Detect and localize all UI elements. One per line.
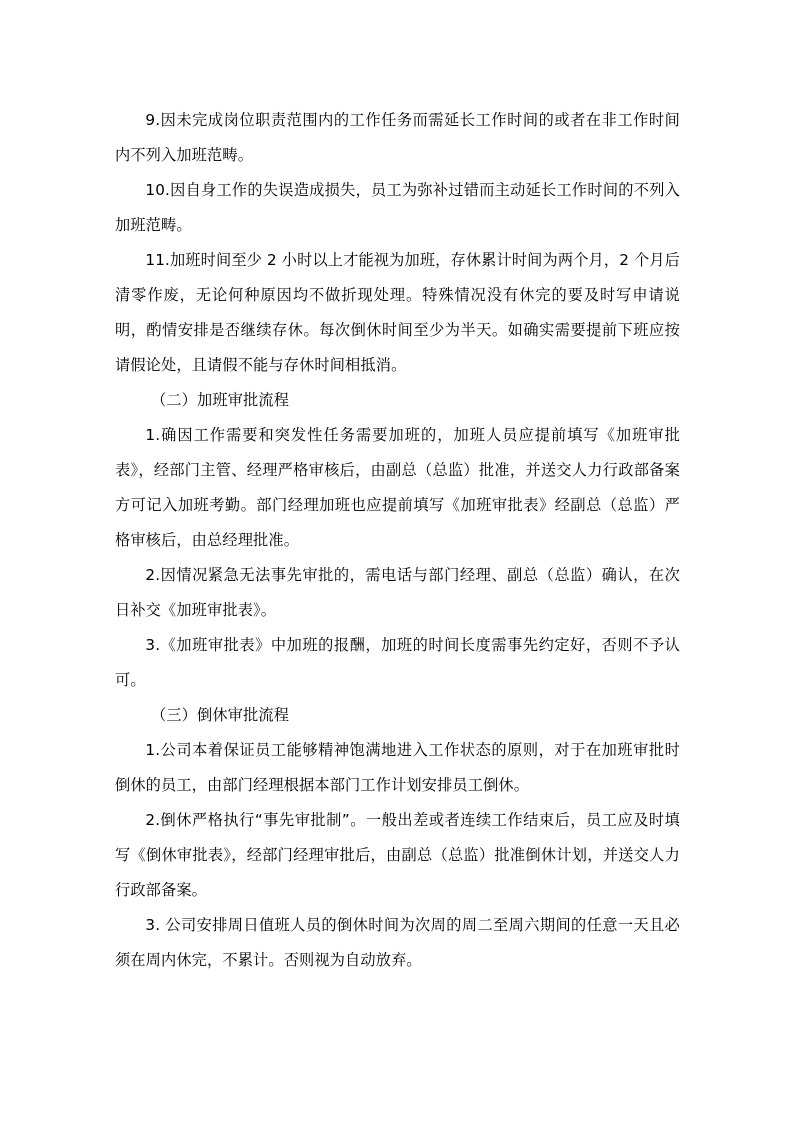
rule-item-11: 11.加班时间至少 2 小时以上才能视为加班，存休累计时间为两个月，2 个月后清零作废，无论何种原因均不做折现处理。特殊情况没有休完的要及时写申请说明，酌情安排是否继续存休。每次倒休时间至少为半天。如确实需要提前下班应按请假论处，且请假不能与存休时间相抵消。 bbox=[115, 251, 681, 374]
document-body bbox=[115, 103, 680, 978]
rule-item-10: 10.因自身工作的失误造成损失，员工为弥补过错而主动延长工作时间的不列入加班范畴。 bbox=[115, 181, 680, 234]
overtime-approval-item-3: 3.《加班审批表》中加班的报酬，加班的时间长度需事先约定好，否则不予认可。 bbox=[115, 636, 680, 689]
overtime-approval-item-1: 1.确因工作需要和突发性任务需要加班的，加班人员应提前填写《加班审批表》，经部门主管、经理严格审核后，由副总（总监）批准，并送交人力行政部备案方可记入加班考勤。部门经理加班也应提前填写《加班审批表》经副总（总监）严格审核后，由总经理批准。 bbox=[115, 426, 680, 549]
section-heading-overtime-approval: （二）加班审批流程 bbox=[151, 391, 290, 409]
overtime-approval-item-2: 2.因情况紧急无法事先审批的，需电话与部门经理、副总（总监）确认，在次日补交《加班审批表》。 bbox=[115, 566, 680, 619]
leave-approval-item-1: 1.公司本着保证员工能够精神饱满地进入工作状态的原则，对于在加班审批时倒休的员工，由部门经理根据本部门工作计划安排员工倒休。 bbox=[115, 741, 680, 794]
rule-item-9: 9.因未完成岗位职责范围内的工作任务而需延长工作时间的或者在非工作时间内不列入加班范畴。 bbox=[115, 111, 680, 164]
section-heading-leave-approval: （三）倒休审批流程 bbox=[151, 706, 290, 724]
leave-approval-item-2: 2.倒休严格执行“事先审批制”。一般出差或者连续工作结束后，员工应及时填写《倒休审批表》，经部门经理审批后，由副总（总监）批准倒休计划，并送交人力行政部备案。 bbox=[115, 811, 680, 899]
leave-approval-item-3: 3. 公司安排周日值班人员的倒休时间为次周的周二至周六期间的任意一天且必须在周内休完，不累计。否则视为自动放弃。 bbox=[115, 916, 680, 969]
